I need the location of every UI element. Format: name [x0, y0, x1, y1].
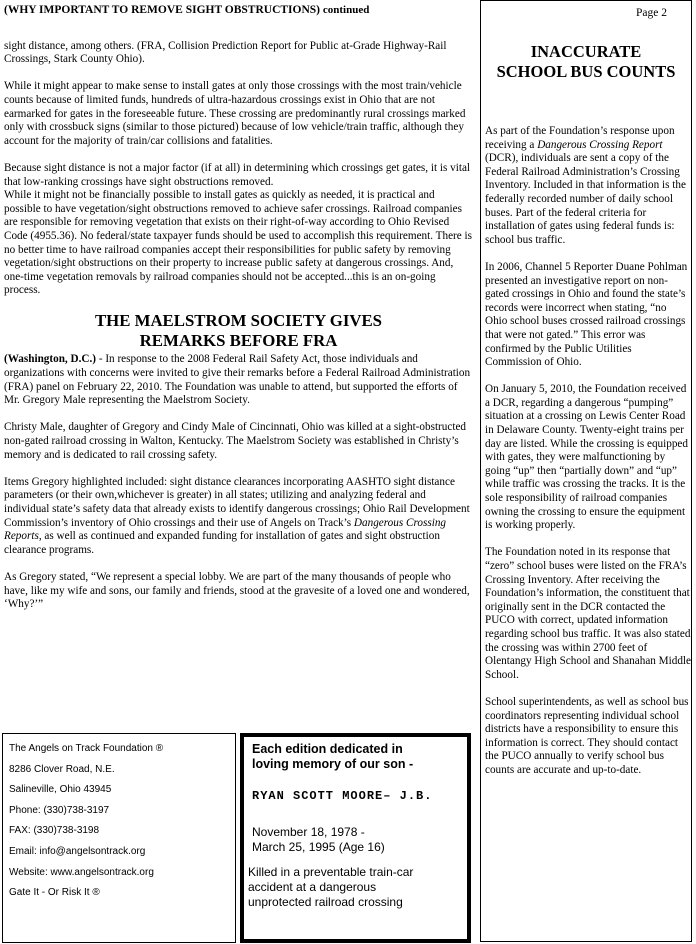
paragraph-sight-distance: sight distance, among others. (FRA, Collision Prediction Report for Public at-Grade Highway-Rail Crossings, Stark County Ohio). [4, 39, 447, 66]
sidebar-paragraph-zero-buses: The Foundation noted in its response that “zero” school buses were listed on the FRA’s Crossing Inventory. After receiving the Foundation’s information, the constituent that originally sent in the DCR contacted the PUCO with correct, updated information regarding school bus traffic. It was also stated the crossing was within 2700 feet of Olentangy High School and Shanahan Middle School. [485, 546, 692, 681]
memorial-name: RYAN SCOTT MOORE– J.B. [252, 789, 433, 803]
sidebar-dcr-text-b: (DCR), individuals are sent a copy of the Federal Railroad Administration’s Crossing Inventory. Included in that information is the federally recorded number of daily school buses. Part of the federal criteria for installation of gates using federal funds is: school bus traffic. [485, 152, 686, 246]
memorial-box [240, 733, 471, 943]
memorial-heading-line-1: Each edition dedicated in [252, 742, 403, 756]
paragraph-items-highlighted [4, 476, 473, 558]
main-column [4, 4, 473, 625]
sidebar-title [481, 42, 691, 82]
paragraph-fra-remarks-text: - In response to the 2008 Federal Rail Safety Act, those individuals and organizations with concerns were invited to give their remarks before a Federal Railroad Administration (FRA) panel on February 22, 2010. The Foundation was unable to attend, but supported the efforts of Mr. Gregory Male representing the Maelstrom Society. [4, 353, 471, 407]
items-italic: Dangerous Crossing Reports [4, 516, 447, 543]
dateline: (Washington, D.C.) [4, 353, 97, 366]
motto: Gate It - Or Risk It ® [9, 887, 100, 899]
section-title-line-2: REMARKS BEFORE FRA [139, 331, 338, 351]
sidebar-dcr-italic: Dangerous Crossing Report [537, 138, 663, 151]
email-address: Email: info@angelsontrack.org [9, 845, 146, 857]
items-text-a: Items Gregory highlighted included: sight distance clearances incorporating AASHTO sight distance parameters (or their own,whichever is greater) in all states; utilizing and analyzing federal and individual state’s safety data that already exists to identify dangerous crossings; Ohio Rail Development Commission’s inventory of Ohio crossings and their use of Angels on Track’s [4, 475, 470, 529]
memorial-note-line-1: Killed in a preventable train-car [248, 865, 414, 879]
org-name: The Angels on Track Foundation ® [9, 743, 164, 754]
sidebar-dcr-text-a: As part of the Foundation’s response upon receiving a [485, 125, 675, 151]
website-address: Website: www.angelsontrack.org [9, 866, 154, 878]
section-title-line-1: THE MAELSTROM SOCIETY GIVES [94, 311, 383, 331]
continued-heading [4, 4, 473, 18]
memorial-note-line-3: unprotected railroad crossing [248, 895, 403, 909]
address-box [2, 733, 236, 943]
sidebar-paragraph-lewis-center: On January 5, 2010, the Foundation received a DCR, regarding a dangerous “pumping” situation at a crossing on Lewis Center Road in Delaware County. Twenty-eight trains per day are listed. While the crossing is equipped with gates, they were malfunctioning by going “up” then “partially down” and “up” while traffic was crossing the tracks. It is the sole responsibility of railroad companies owning the crossing to ensure the equipment is working properly. [485, 383, 688, 532]
sidebar-title-line-1: INACCURATE [530, 42, 642, 61]
city-address: Salineville, Ohio 43945 [9, 784, 112, 796]
paragraph-fra-remarks [4, 353, 473, 407]
page-number: Page 2 [636, 7, 667, 19]
continued-title: (WHY IMPORTANT TO REMOVE SIGHT OBSTRUCTIONS) [4, 4, 321, 16]
sidebar-paragraph-channel5: In 2006, Channel 5 Reporter Duane Pohlman presented an investigative report on non-gated crossings in Ohio and found the state’s records were incorrect when stating, “no Ohio school buses crossed railroad crossings that were not gated.” This error was confirmed by the Public Utilities Commission of Ohio. [485, 260, 688, 369]
phone-number: Phone: (330)738-3197 [9, 804, 110, 816]
memorial-heading-line-2: loving memory of our son - [252, 757, 414, 771]
memorial-note-line-2: accident at a dangerous [248, 880, 377, 894]
paragraph-gregory-quote: As Gregory stated, “We represent a special lobby. We are part of the many thousands of people who have, like my wife and sons, our family and friends, stood at the gravesite of a loved one and wondered, ‘Why?’” [4, 570, 470, 611]
paragraph-christy-male: Christy Male, daughter of Gregory and Cindy Male of Cincinnati, Ohio was killed at a sight-obstructed non-gated railroad crossing in Walton, Kentucky. The Maelstrom Society was established in Christy’s memory and is dedicated to rail crossing safety. [4, 421, 467, 461]
sidebar-body [485, 125, 691, 791]
paragraph-sight-factor: Because sight distance is not a major factor (if at all) in determining which crossings get gates, it is vital that low-ranking crossings have sight obstructions removed. [4, 161, 471, 188]
memorial-note [248, 865, 461, 910]
memorial-heading [252, 742, 461, 772]
sidebar-paragraph-dcr [485, 125, 691, 247]
sidebar-box [480, 0, 692, 942]
continued-label: continued [322, 4, 370, 16]
paragraph-vegetation-removal: While it might not be financially possible to install gates as quickly as needed, it is practical and possible to have vegetation/sight obstructions removed to achieve safer crossings. Railroad companies are responsible for removing vegetation that exists on their right-of-way according to Ohio Revised Code (4955.36). No federal/state taxpayer funds should be used to accomplish this requirement. There is no better time to have railroad companies accept their responsibilities for public safety by removing vegetation/sight obstructions on their property to increase public safety at dangerous crossings. And, one-time vegetation removals by railroad companies should not be accepted...this is an on-going process. [4, 189, 472, 297]
items-text-b: , as well as continued and expanded funding for installation of gates and sight obstruction clearance programs. [4, 530, 440, 556]
memorial-dates-line-2: March 25, 1995 (Age 16) [252, 840, 385, 854]
sidebar-paragraph-superintendents: School superintendents, as well as school bus coordinators representing individual school districts have a responsibility to ensure this information is correct. They should contact the PUCO annually to verify school bus counts are accurate and up-to-date. [485, 695, 689, 776]
memorial-dates-line-1: November 18, 1978 - [252, 825, 365, 839]
paragraph-gates-funding: While it might appear to make sense to install gates at only those crossings with the most train/vehicle counts because of limited funds, hundreds of ultra-hazardous crossings exist in Ohio that are not earmarked for gates in the foreseeable future. These crossing are predominantly rural crossings marked only with crossbuck signs (similar to those pictured) because of low vehicle/train traffic, although they account for the majority of train/car collisions and fatalities. [4, 80, 466, 147]
street-address: 8286 Clover Road, N.E. [9, 763, 115, 775]
memorial-dates [252, 825, 461, 855]
section-title-maelstrom [4, 311, 473, 351]
fax-number: FAX: (330)738-3198 [9, 825, 100, 837]
sidebar-title-line-2: SCHOOL BUS COUNTS [496, 62, 676, 81]
